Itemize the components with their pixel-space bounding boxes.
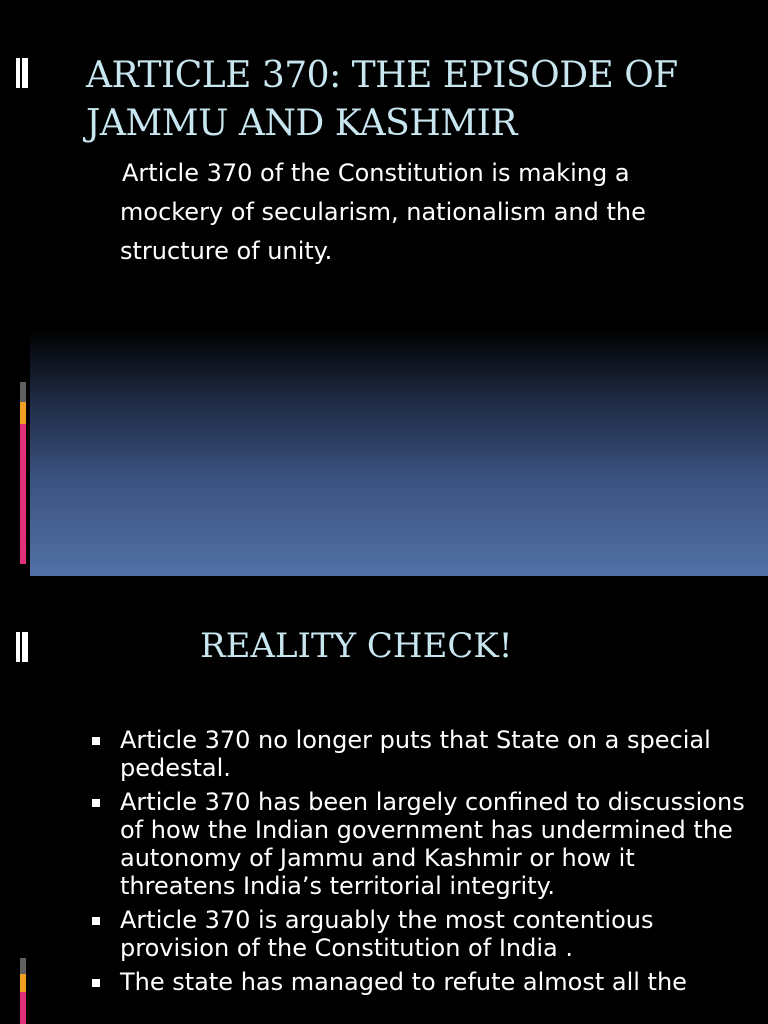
bullet-marker-icon bbox=[92, 979, 100, 987]
bullet-text: Article 370 no longer puts that State on a special pedestal. bbox=[120, 726, 711, 782]
slide-body-paragraph: Article 370 of the Constitution is making a mockery of secularism, nationalism and the structure of unity. bbox=[120, 159, 646, 265]
slide-edge-mark bbox=[16, 58, 30, 88]
bullet-list bbox=[90, 726, 750, 1002]
bullet-item bbox=[90, 968, 750, 996]
bullet-marker-icon bbox=[92, 737, 100, 745]
bullet-item bbox=[90, 788, 750, 900]
slide-title: ARTICLE 370: THE EPISODE OF JAMMU AND KASHMIR bbox=[86, 55, 678, 144]
bullet-text: Article 370 has been largely confined to discussions of how the Indian government has undermined the autonomy of Jammu and Kashmir or how it threatens India’s territorial integrity. bbox=[120, 788, 745, 900]
bullet-item bbox=[90, 906, 750, 962]
bullet-marker-icon bbox=[92, 917, 100, 925]
bullet-text: The state has managed to refute almost all the bbox=[120, 968, 687, 996]
bullet-marker-icon bbox=[92, 799, 100, 807]
bullet-text: Article 370 is arguably the most contentious provision of the Constitution of India . bbox=[120, 906, 654, 962]
slide-edge-mark bbox=[16, 632, 30, 662]
slide-title: REALITY CHECK! bbox=[200, 626, 513, 666]
slide-1 bbox=[30, 0, 768, 576]
slide-2 bbox=[30, 576, 768, 1024]
side-accent-strip bbox=[20, 958, 26, 1024]
slide-body-text bbox=[120, 154, 710, 271]
side-accent-strip bbox=[20, 382, 26, 564]
bullet-item bbox=[90, 726, 750, 782]
